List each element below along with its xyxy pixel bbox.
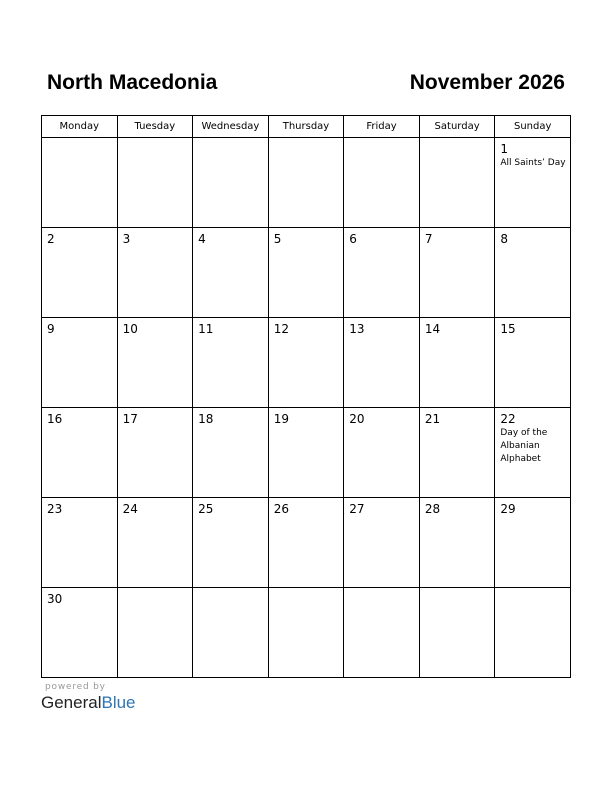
weekday-thursday: Thursday [268, 116, 344, 138]
brand-general: General [41, 693, 102, 712]
day-cell [42, 588, 118, 678]
powered-by-text: powered by [45, 682, 106, 692]
country-title: North Macedonia [47, 71, 218, 94]
day-cell [495, 408, 571, 498]
day-number: 19 [273, 412, 289, 426]
day-cell [344, 498, 420, 588]
day-number: 10 [122, 322, 138, 336]
week-row [42, 498, 571, 588]
day-number: 22 [500, 412, 516, 426]
day-number: 15 [500, 322, 516, 336]
holiday-label: All Saints’ Day [500, 158, 566, 168]
day-number: 27 [349, 502, 365, 516]
day-cell [117, 588, 193, 678]
day-number [118, 138, 193, 142]
day-number: 20 [349, 412, 365, 426]
day-cell [42, 228, 118, 318]
day-cell [495, 228, 571, 318]
day-cell [193, 138, 269, 228]
holiday-label: Day of the Albanian Alphabet [500, 428, 548, 464]
day-number: 18 [198, 412, 214, 426]
day-cell [117, 408, 193, 498]
day-cell [193, 588, 269, 678]
day-cell [344, 138, 420, 228]
day-number [344, 588, 419, 592]
day-number: 13 [349, 322, 365, 336]
weekday-header-row [42, 116, 571, 138]
day-cell [495, 318, 571, 408]
day-number [344, 138, 419, 142]
day-number: 4 [198, 232, 206, 246]
day-number [269, 138, 344, 142]
day-number [269, 588, 344, 592]
day-cell [344, 588, 420, 678]
day-number: 24 [122, 502, 138, 516]
day-number [193, 138, 268, 142]
weekday-wednesday: Wednesday [193, 116, 269, 138]
day-cell [42, 138, 118, 228]
day-cell [193, 498, 269, 588]
day-cell [193, 318, 269, 408]
month-title: November 2026 [409, 71, 565, 94]
day-number [118, 588, 193, 592]
day-cell [117, 318, 193, 408]
day-cell [42, 498, 118, 588]
day-cell [117, 228, 193, 318]
day-cell [117, 138, 193, 228]
day-number: 30 [47, 592, 63, 606]
day-cell [268, 408, 344, 498]
week-row [42, 138, 571, 228]
day-number: 11 [198, 322, 214, 336]
weekday-monday: Monday [42, 116, 118, 138]
day-number: 14 [424, 322, 441, 336]
day-number [495, 588, 570, 592]
day-cell [268, 318, 344, 408]
day-cell [193, 408, 269, 498]
day-cell [495, 498, 571, 588]
generalblue-logo[interactable] [41, 693, 136, 713]
week-row [42, 318, 571, 408]
day-cell [419, 318, 495, 408]
week-row [42, 408, 571, 498]
day-number: 3 [122, 232, 131, 246]
day-number [420, 588, 495, 592]
weekday-sunday: Sunday [495, 116, 571, 138]
day-cell [193, 228, 269, 318]
calendar-grid [41, 115, 571, 678]
day-number: 29 [500, 502, 516, 516]
day-number [420, 138, 495, 142]
day-number: 28 [424, 502, 441, 516]
day-cell [42, 408, 118, 498]
day-cell [495, 588, 571, 678]
weekday-saturday: Saturday [419, 116, 495, 138]
day-number: 8 [500, 232, 509, 246]
week-row [42, 228, 571, 318]
day-number: 26 [273, 502, 289, 516]
day-cell [344, 318, 420, 408]
day-cell [268, 228, 344, 318]
weekday-tuesday: Tuesday [117, 116, 193, 138]
day-number [42, 138, 117, 142]
day-cell [268, 498, 344, 588]
day-number: 6 [349, 232, 357, 246]
day-number: 1 [500, 142, 509, 156]
day-cell [419, 228, 495, 318]
week-row [42, 588, 571, 678]
day-cell [268, 138, 344, 228]
day-number [193, 588, 268, 592]
day-cell [42, 318, 118, 408]
day-number: 12 [273, 322, 289, 336]
day-cell [268, 588, 344, 678]
day-cell [419, 408, 495, 498]
day-number: 2 [47, 232, 55, 246]
day-number: 9 [47, 322, 55, 336]
day-cell [419, 588, 495, 678]
brand-blue: Blue [101, 693, 136, 712]
day-number: 5 [273, 232, 282, 246]
day-cell [117, 498, 193, 588]
day-number: 23 [47, 502, 63, 516]
day-cell [344, 228, 420, 318]
day-number: 17 [122, 412, 138, 426]
day-cell [344, 408, 420, 498]
day-cell [419, 498, 495, 588]
day-number: 16 [47, 412, 63, 426]
weekday-friday: Friday [344, 116, 420, 138]
day-number: 25 [198, 502, 214, 516]
day-cell [419, 138, 495, 228]
day-number: 7 [424, 232, 433, 246]
day-cell [495, 138, 571, 228]
day-number: 21 [424, 412, 441, 426]
